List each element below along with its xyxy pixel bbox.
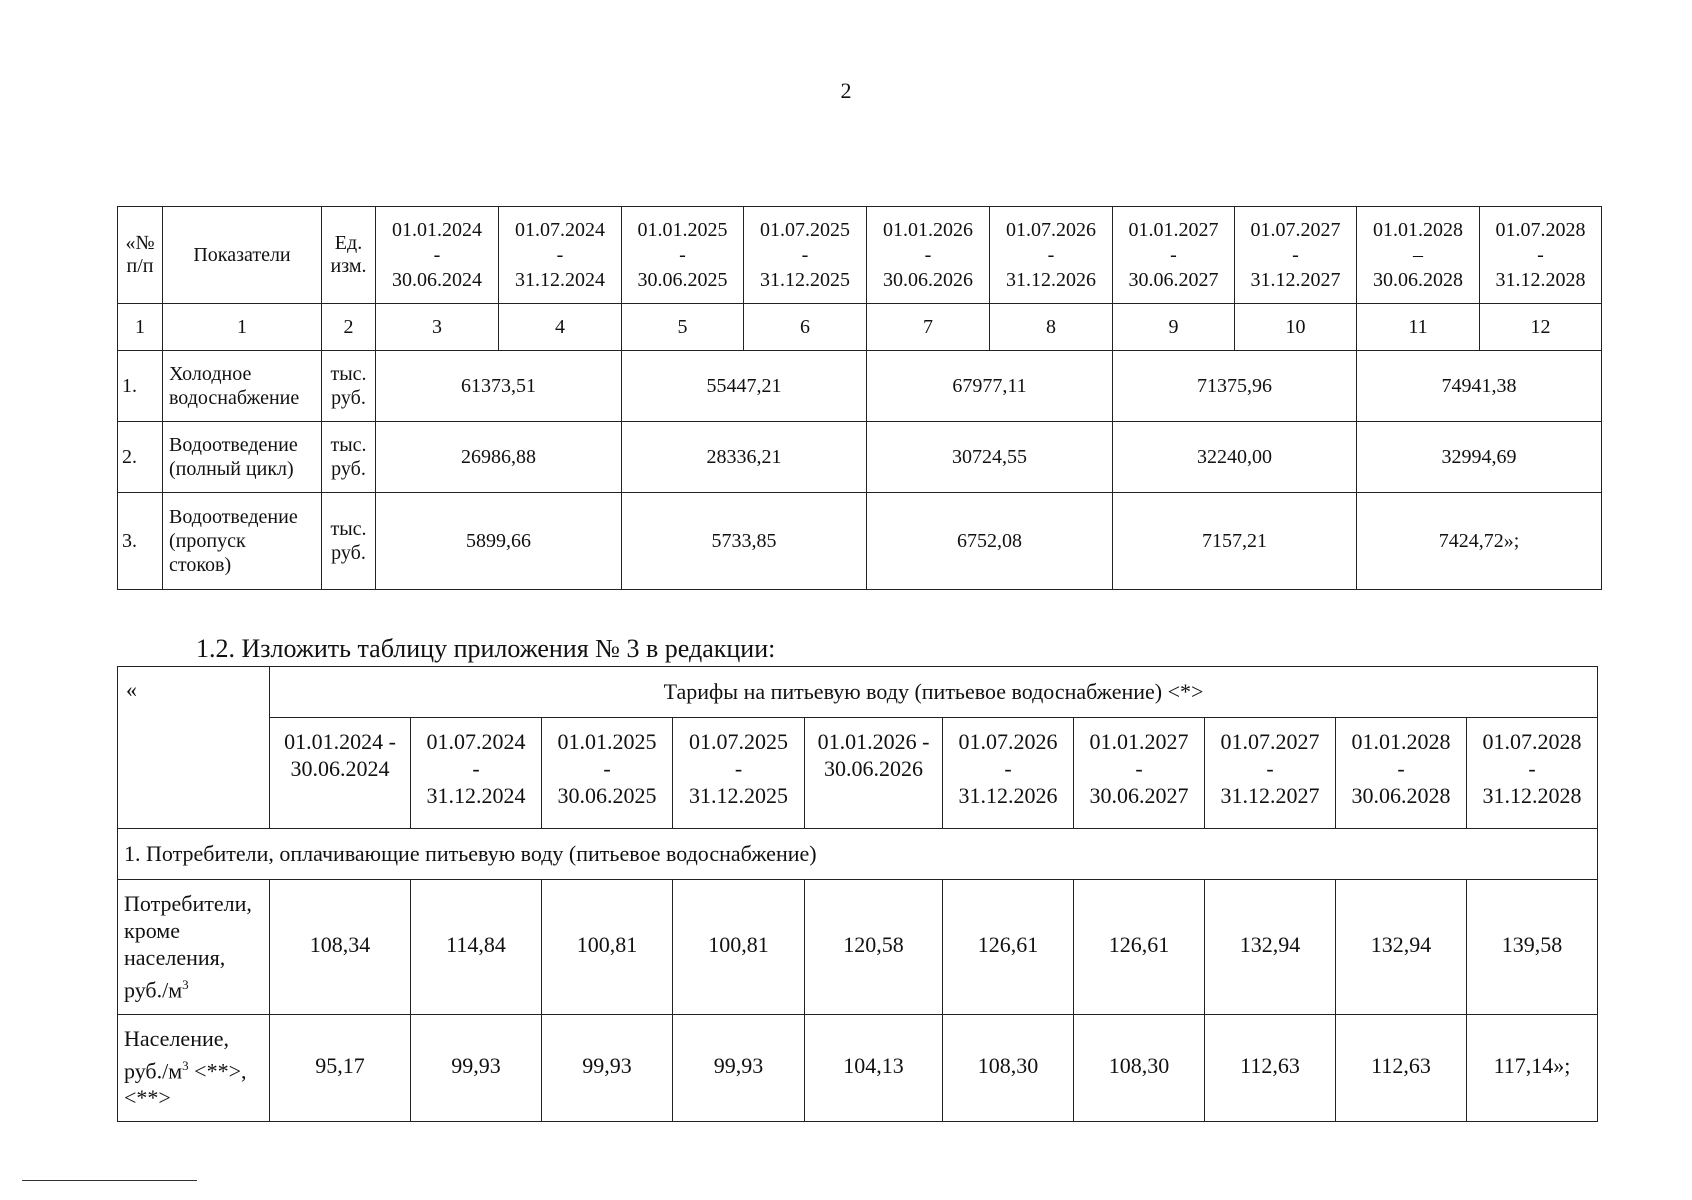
period-line: 30.06.2025: [557, 783, 657, 808]
period-line: 31.12.2028: [1482, 783, 1582, 808]
unit-line: руб.: [331, 458, 366, 480]
unit-line: тыс.: [330, 434, 367, 456]
period-line: -: [1528, 756, 1536, 781]
row-label: [163, 493, 322, 590]
column-number: 1: [163, 304, 322, 351]
row-label-line: водоснабжение: [169, 387, 300, 409]
table2-period-5: [805, 718, 943, 829]
value-cell: 100,81: [542, 880, 673, 1015]
row-label-line: (пропуск: [169, 530, 246, 552]
footnote-ref: <**>,: [188, 1058, 247, 1084]
period-line: -: [734, 756, 743, 781]
table1-period-4: [744, 207, 867, 304]
row-label: [118, 880, 270, 1015]
period-start: 01.01.2026: [883, 218, 973, 241]
value-cell: 7157,21: [1113, 493, 1357, 590]
value-cell: 132,94: [1205, 880, 1336, 1015]
value-cell: 126,61: [1074, 880, 1205, 1015]
period-line: -: [1266, 756, 1274, 781]
period-start: 01.01.2028: [1373, 218, 1463, 241]
period-dash: -: [924, 243, 932, 266]
table2-period-10: [1467, 718, 1598, 829]
row-label-line: <**>: [124, 1085, 171, 1111]
period-start: 01.07.2025: [760, 218, 850, 241]
period-line: 30.06.2026: [824, 756, 923, 781]
column-number: 5: [622, 304, 744, 351]
table2-period-4: [673, 718, 805, 829]
period-end: 31.12.2025: [760, 268, 850, 291]
value-cell: 104,13: [805, 1015, 943, 1122]
period-line: 01.01.2026 -: [817, 729, 930, 754]
header-num-line: п/п: [126, 255, 154, 277]
period-start: 01.01.2025: [637, 218, 728, 241]
period-start: 01.07.2028: [1495, 218, 1586, 241]
period-end: 30.06.2028: [1373, 268, 1463, 291]
column-number: 2: [322, 304, 376, 351]
column-number: 3: [376, 304, 499, 351]
table1-period-7: [1113, 207, 1235, 304]
unit-line: тыс.: [330, 518, 367, 540]
value-cell: 108,30: [1074, 1015, 1205, 1122]
table1-period-1: [376, 207, 499, 304]
value-cell: 61373,51: [376, 351, 622, 422]
period-line: 01.01.2024 -: [284, 729, 396, 754]
header-unit-line: изм.: [330, 255, 367, 277]
row-number: 1.: [118, 351, 163, 422]
row-label-line: Потребители,: [124, 891, 252, 917]
row-label-line: Холодное: [169, 363, 252, 385]
period-line: -: [1397, 756, 1405, 781]
value-cell: 100,81: [673, 880, 805, 1015]
period-start: 01.01.2027: [1128, 218, 1219, 241]
table2-period-2: [411, 718, 542, 829]
value-cell: 112,63: [1336, 1015, 1467, 1122]
footnote-separator: [22, 1180, 197, 1181]
period-line: 01.01.2028: [1351, 729, 1451, 754]
table2-period-6: [943, 718, 1074, 829]
table1-header-num: [118, 207, 163, 304]
table-row: [118, 351, 1602, 422]
value-cell: 55447,21: [622, 351, 867, 422]
period-line: 01.07.2027: [1220, 729, 1320, 754]
unit-line: тыс.: [330, 363, 367, 385]
value-cell: 32994,69: [1357, 422, 1602, 493]
superscript: 3: [182, 977, 189, 993]
value-cell: 132,94: [1336, 880, 1467, 1015]
table1-period-2: [499, 207, 622, 304]
period-end: 31.12.2027: [1250, 268, 1341, 291]
table-row: [118, 422, 1602, 493]
period-start: 01.01.2024: [392, 218, 482, 241]
row-label-line: кроме: [124, 918, 180, 944]
period-line: -: [1004, 756, 1012, 781]
value-cell: 99,93: [411, 1015, 542, 1122]
value-cell: 114,84: [411, 880, 542, 1015]
table-row: [118, 493, 1602, 590]
period-line: 01.07.2025: [689, 729, 788, 754]
unit-line: руб.: [331, 542, 366, 564]
value-cell: 112,63: [1205, 1015, 1336, 1122]
period-line: 30.06.2027: [1089, 783, 1189, 808]
row-number: 2.: [118, 422, 163, 493]
period-line: 01.07.2028: [1482, 729, 1582, 754]
page-number: 2: [840, 78, 852, 103]
value-cell: 32240,00: [1113, 422, 1357, 493]
row-label: [163, 422, 322, 493]
value-cell: 117,14»;: [1467, 1015, 1598, 1122]
column-number: 12: [1480, 304, 1602, 351]
table1-period-8: [1235, 207, 1357, 304]
period-dash: –: [1413, 243, 1423, 266]
value-cell: 74941,38: [1357, 351, 1602, 422]
period-dash: -: [801, 243, 809, 266]
column-number: 9: [1113, 304, 1235, 351]
table2-period-1: [270, 718, 411, 829]
table1-period-10: [1480, 207, 1602, 304]
indicators-table: [117, 206, 1602, 590]
value-cell: 67977,11: [867, 351, 1113, 422]
period-dash: -: [1170, 243, 1177, 266]
tariffs-table: [117, 666, 1598, 1122]
period-start: 01.07.2026: [1006, 218, 1096, 241]
period-line: -: [603, 756, 611, 781]
row-number: 3.: [118, 493, 163, 590]
period-line: 30.06.2028: [1351, 783, 1451, 808]
period-line: 31.12.2024: [426, 783, 526, 808]
table2-title-row: [118, 667, 1598, 718]
row-label-line: Водоотведение: [169, 506, 298, 528]
unit-line: руб.: [331, 387, 366, 409]
period-dash: -: [1047, 243, 1055, 266]
period-line: 01.07.2026: [958, 729, 1058, 754]
period-end: 31.12.2026: [1006, 268, 1096, 291]
period-start: 01.07.2024: [515, 218, 605, 241]
table2-period-9: [1336, 718, 1467, 829]
period-end: 31.12.2028: [1495, 268, 1586, 291]
value-cell: 7424,72»;: [1357, 493, 1602, 590]
column-number: 6: [744, 304, 867, 351]
value-cell: 71375,96: [1113, 351, 1357, 422]
value-cell: 28336,21: [622, 422, 867, 493]
value-cell: 120,58: [805, 880, 943, 1015]
value-cell: 108,34: [270, 880, 411, 1015]
period-line: -: [472, 756, 480, 781]
period-line: 31.12.2027: [1220, 783, 1320, 808]
row-unit: [322, 493, 376, 590]
period-dash: -: [679, 243, 686, 266]
superscript: 3: [182, 1057, 189, 1073]
table1-period-5: [867, 207, 990, 304]
period-line: 01.01.2025: [557, 729, 657, 754]
row-label-line: [124, 971, 269, 1003]
table2-period-8: [1205, 718, 1336, 829]
table1-period-9: [1357, 207, 1480, 304]
row-unit: [322, 351, 376, 422]
row-label-line: населения,: [124, 945, 226, 971]
column-number: 11: [1357, 304, 1480, 351]
row-label-line: [124, 1052, 269, 1084]
period-line: -: [1135, 756, 1143, 781]
unit-text: руб./м: [124, 977, 183, 1003]
section-heading: 1. Потребители, оплачивающие питьевую воду (питьевое водоснабжение): [118, 829, 1598, 880]
table2-title: Тарифы на питьевую воду (питьевое водоснабжение) <*>: [270, 667, 1598, 718]
header-unit-line: Ед.: [334, 232, 363, 254]
value-cell: 6752,08: [867, 493, 1113, 590]
period-dash: -: [1537, 243, 1544, 266]
value-cell: 99,93: [542, 1015, 673, 1122]
period-line: 01.01.2027: [1089, 729, 1189, 754]
period-line: 31.12.2026: [958, 783, 1058, 808]
table-row: [118, 1015, 1598, 1122]
value-cell: 26986,88: [376, 422, 622, 493]
unit-text: руб./м: [124, 1058, 183, 1084]
value-cell: 30724,55: [867, 422, 1113, 493]
period-end: 31.12.2024: [515, 268, 605, 291]
row-label: [118, 1015, 270, 1122]
period-dash: -: [1292, 243, 1299, 266]
table1-period-6: [990, 207, 1113, 304]
value-cell: 108,30: [943, 1015, 1074, 1122]
table2-period-3: [542, 718, 673, 829]
period-line: 30.06.2024: [290, 756, 390, 781]
header-num-line: «№: [125, 232, 155, 254]
column-number: 4: [499, 304, 622, 351]
table1-period-3: [622, 207, 744, 304]
column-number: 7: [867, 304, 990, 351]
column-number: 8: [990, 304, 1113, 351]
table2-periods-row: [118, 718, 1598, 829]
row-label-line: Водоотведение: [169, 434, 298, 456]
period-end: 30.06.2026: [883, 268, 973, 291]
column-number: 1: [118, 304, 163, 351]
row-label-line: стоков): [169, 554, 232, 576]
table2-corner: «: [118, 667, 270, 829]
value-cell: 5899,66: [376, 493, 622, 590]
table2-period-7: [1074, 718, 1205, 829]
row-label: [163, 351, 322, 422]
value-cell: 95,17: [270, 1015, 411, 1122]
period-end: 30.06.2025: [637, 268, 728, 291]
value-cell: 5733,85: [622, 493, 867, 590]
table1-header-unit: [322, 207, 376, 304]
row-label-line: (полный цикл): [169, 458, 294, 480]
period-line: 31.12.2025: [689, 783, 788, 808]
period-line: 01.07.2024: [426, 729, 526, 754]
value-cell: 99,93: [673, 1015, 805, 1122]
table1-column-numbers-row: [118, 304, 1602, 351]
table-row: [118, 880, 1598, 1015]
table1-header-row: [118, 207, 1602, 304]
row-unit: [322, 422, 376, 493]
table1-header-indicator: Показатели: [163, 207, 322, 304]
table2-section-row: [118, 829, 1598, 880]
period-end: 30.06.2027: [1128, 268, 1219, 291]
period-dash: -: [433, 243, 441, 266]
period-start: 01.07.2027: [1250, 218, 1341, 241]
period-dash: -: [556, 243, 564, 266]
value-cell: 139,58: [1467, 880, 1598, 1015]
value-cell: 126,61: [943, 880, 1074, 1015]
column-number: 10: [1235, 304, 1357, 351]
row-label-line: Население,: [124, 1025, 230, 1051]
instruction-paragraph: 1.2. Изложить таблицу приложения № 3 в редакции:: [196, 634, 776, 663]
period-end: 30.06.2024: [392, 268, 482, 291]
